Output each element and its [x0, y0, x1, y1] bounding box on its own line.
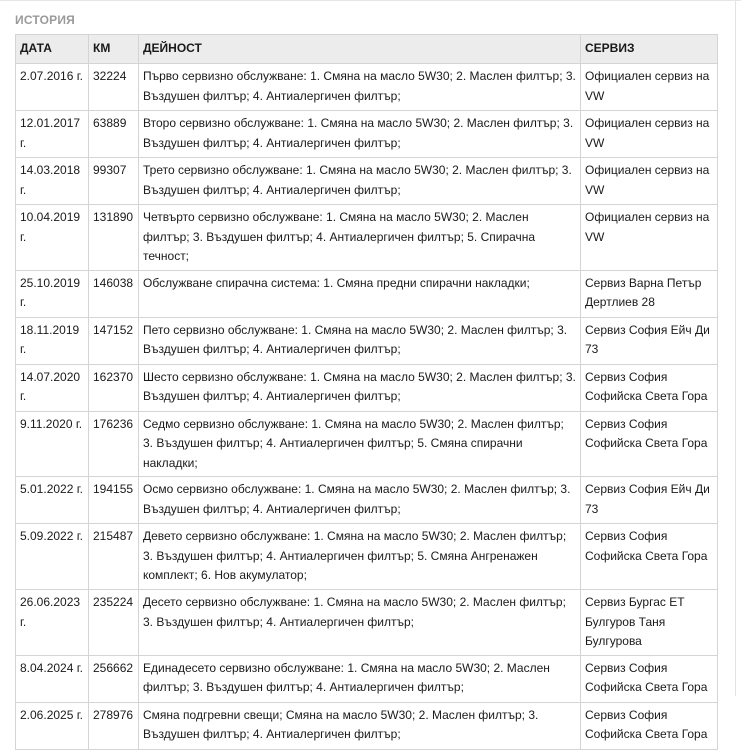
cell-km: 146038 [89, 270, 139, 317]
cell-action: Осмо сервизно обслужване: 1. Смяна на масло 5W30; 2. Маслен филтър; 3. Въздушен филтър; 4. Антиалергичен филтър; [139, 477, 581, 524]
section-title: ИСТОРИЯ [15, 13, 76, 27]
table-row [16, 317, 718, 364]
cell-km: 147152 [89, 317, 139, 364]
cell-km: 235224 [89, 590, 139, 656]
cell-action: Четвърто сервизно обслужване: 1. Смяна на масло 5W30; 2. Маслен филтър; 3. Въздушен филтър; 4. Антиалергичен филтър; 5. Спирачна течност; [139, 205, 581, 271]
cell-date: 26.06.2023 г. [16, 590, 89, 656]
table-header-row [16, 35, 718, 64]
panel-edge-divider [735, 1, 736, 696]
table-row [16, 205, 718, 271]
cell-km: 215487 [89, 524, 139, 590]
cell-date: 8.04.2024 г. [16, 655, 89, 702]
cell-service: Сервиз София Софийска Света Гора [581, 702, 718, 749]
table-row [16, 364, 718, 411]
table-row [16, 477, 718, 524]
table-row [16, 702, 718, 749]
cell-service: Сервиз София Софийска Света Гора [581, 364, 718, 411]
cell-action: Обслужване спирачна система: 1. Смяна предни спирачни накладки; [139, 270, 581, 317]
cell-service: Сервиз София Ейч Ди 73 [581, 477, 718, 524]
cell-date: 5.09.2022 г. [16, 524, 89, 590]
cell-action: Десето сервизно обслужване: 1. Смяна на масло 5W30; 2. Маслен филтър; 3. Въздушен филтър; 4. Антиалергичен филтър; [139, 590, 581, 656]
history-table [15, 34, 718, 750]
cell-action: Девето сервизно обслужване: 1. Смяна на масло 5W30; 2. Маслен филтър; 3. Въздушен филтър; 4. Антиалергичен филтър; 5. Смяна Ангренажен комплект; 6. Нов акумулатор; [139, 524, 581, 590]
cell-service: Сервиз София Софийска Света Гора [581, 524, 718, 590]
table-row [16, 111, 718, 158]
column-header-service: СЕРВИЗ [581, 35, 718, 64]
cell-date: 14.03.2018 г. [16, 158, 89, 205]
cell-km: 194155 [89, 477, 139, 524]
table-row [16, 270, 718, 317]
column-header-date: ДАТА [16, 35, 89, 64]
cell-service: Официален сервиз на VW [581, 64, 718, 111]
cell-date: 12.01.2017 г. [16, 111, 89, 158]
cell-service: Сервиз Варна Петър Дертлиев 28 [581, 270, 718, 317]
cell-km: 256662 [89, 655, 139, 702]
cell-action: Смяна подгревни свещи; Смяна на масло 5W30; 2. Маслен филтър; 3. Въздушен филтър; 4. Антиалергичен филтър; [139, 702, 581, 749]
cell-date: 2.07.2016 г. [16, 64, 89, 111]
table-row [16, 524, 718, 590]
cell-date: 9.11.2020 г. [16, 411, 89, 477]
cell-km: 162370 [89, 364, 139, 411]
cell-km: 32224 [89, 64, 139, 111]
cell-action: Пето сервизно обслужване: 1. Смяна на масло 5W30; 2. Маслен филтър; 3. Въздушен филтър; 4. Антиалергичен филтър; [139, 317, 581, 364]
cell-service: Сервиз София Софийска Света Гора [581, 411, 718, 477]
cell-action: Трето сервизно обслужване: 1. Смяна на масло 5W30; 2. Маслен филтър; 3. Въздушен филтър; 4. Антиалергичен филтър; [139, 158, 581, 205]
cell-action: Първо сервизно обслужване: 1. Смяна на масло 5W30; 2. Маслен филтър; 3. Въздушен филтър; 4. Антиалергичен филтър; [139, 64, 581, 111]
cell-action: Второ сервизно обслужване: 1. Смяна на масло 5W30; 2. Маслен филтър; 3. Въздушен филтър; 4. Антиалергичен филтър; [139, 111, 581, 158]
cell-service: Официален сервиз на VW [581, 158, 718, 205]
cell-service: Сервиз Бургас ЕТ Булгуров Таня Булгурова [581, 590, 718, 656]
column-header-km: КМ [89, 35, 139, 64]
cell-service: Сервиз София Софийска Света Гора [581, 655, 718, 702]
cell-km: 63889 [89, 111, 139, 158]
cell-service: Официален сервиз на VW [581, 111, 718, 158]
cell-action: Единадесето сервизно обслужване: 1. Смяна на масло 5W30; 2. Маслен филтър; 3. Въздушен филтър; 4. Антиалергичен филтър; [139, 655, 581, 702]
table-row [16, 655, 718, 702]
cell-km: 99307 [89, 158, 139, 205]
cell-date: 14.07.2020 г. [16, 364, 89, 411]
cell-service: Сервиз София Ейч Ди 73 [581, 317, 718, 364]
cell-km: 278976 [89, 702, 139, 749]
cell-km: 176236 [89, 411, 139, 477]
table-row [16, 158, 718, 205]
cell-date: 10.04.2019 г. [16, 205, 89, 271]
cell-date: 5.01.2022 г. [16, 477, 89, 524]
cell-service: Официален сервиз на VW [581, 205, 718, 271]
cell-km: 131890 [89, 205, 139, 271]
table-row [16, 411, 718, 477]
cell-date: 18.11.2019 г. [16, 317, 89, 364]
cell-action: Седмо сервизно обслужване: 1. Смяна на масло 5W30; 2. Маслен филтър; 3. Въздушен филтър; 4. Антиалергичен филтър; 5. Смяна спирачни накладки; [139, 411, 581, 477]
cell-date: 25.10.2019 г. [16, 270, 89, 317]
table-row [16, 590, 718, 656]
cell-action: Шесто сервизно обслужване: 1. Смяна на масло 5W30; 2. Маслен филтър; 3. Въздушен филтър; 4. Антиалергичен филтър; [139, 364, 581, 411]
column-header-action: ДЕЙНОСТ [139, 35, 581, 64]
table-row [16, 64, 718, 111]
cell-date: 2.06.2025 г. [16, 702, 89, 749]
